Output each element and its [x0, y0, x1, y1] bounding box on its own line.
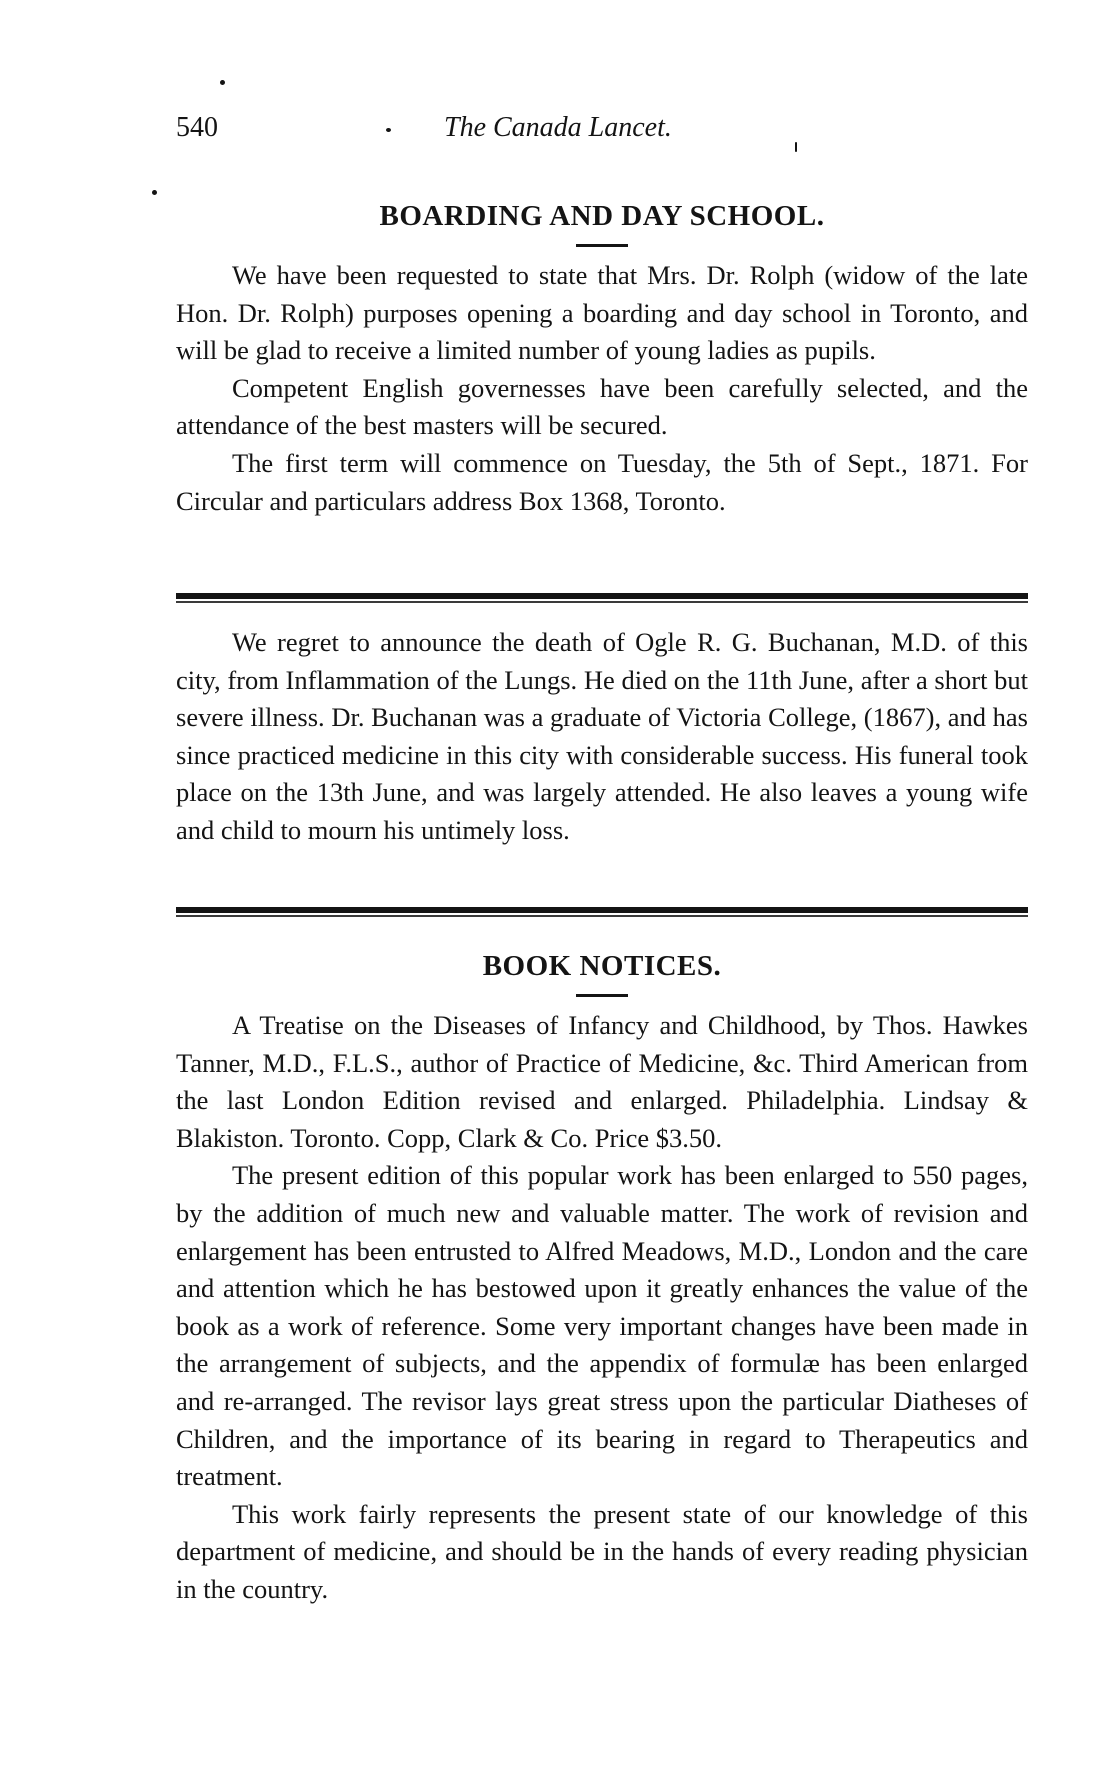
page-header — [176, 112, 976, 152]
running-title: The Canada Lancet. — [444, 112, 672, 143]
page-number: 540 — [176, 112, 218, 143]
paragraph: Competent English governesses have been carefully selected, and the attendance of the best masters will be secured. — [176, 372, 1028, 441]
title-underline — [576, 244, 628, 247]
title-underline — [576, 994, 628, 997]
ink-speck — [220, 80, 225, 85]
paragraph: The present edition of this popular work has been enlarged to 550 pages, by the addition of much new and valuable matter. The work of revision and enlargement has been entrusted to Alfred Meadows, M.D., London and the care and attention which he has bestowed upon it greatly enhances the value of the book as a work of reference. Some very important changes have been made in the arrangement of subjects, and the appendix of formulæ has been enlarged and re-arranged. The revisor lays great stress upon the particular Diatheses of Children, and the importance of its bearing in regard to Therapeutics and treatment. — [176, 1160, 1028, 1492]
section-divider — [176, 907, 1028, 913]
obituary-paragraph: We regret to announce the death of Ogle R. G. Buchanan, M.D. of this city, from Inflammation of the Lungs. He died on the 11th June, after a short but severe illness. Dr. Buchanan was a graduate of Victoria College, (1867), and has since practiced medicine in this city with considerable success. His funeral took place on the 13th June, and was largely attended. He also leaves a young wife and child to mourn his untimely loss. — [176, 627, 1028, 845]
paragraph: This work fairly represents the present state of our knowledge of this department of medicine, and should be in the hands of every reading physician in the country. — [176, 1498, 1028, 1604]
book-notices-section — [176, 946, 1028, 1609]
section-title-boarding-school: BOARDING AND DAY SCHOOL. — [379, 200, 825, 232]
paragraph: The first term will commence on Tuesday, the 5th of Sept., 1871. For Circular and particulars address Box 1368, Toronto. — [176, 447, 1028, 516]
section-divider — [176, 593, 1028, 599]
paragraph: A Treatise on the Diseases of Infancy and Childhood, by Thos. Hawkes Tanner, M.D., F.L.S., author of Practice of Medicine, &c. Third American from the last London Edition revised and enlarged. Philadelphia. Lindsay & Blakiston. Toronto. Copp, Clark & Co. Price $3.50. — [176, 1010, 1028, 1153]
paragraph: We have been requested to state that Mrs. Dr. Rolph (widow of the late Hon. Dr. Rolph) purposes opening a boarding and day school in Toronto, and will be glad to receive a limited number of young ladies as pupils. — [176, 260, 1028, 366]
obituary-section — [176, 624, 1028, 850]
header-bullet — [386, 128, 391, 132]
boarding-school-section — [176, 196, 1028, 520]
section-title-book-notices: BOOK NOTICES. — [482, 950, 722, 982]
ink-speck — [152, 190, 157, 195]
